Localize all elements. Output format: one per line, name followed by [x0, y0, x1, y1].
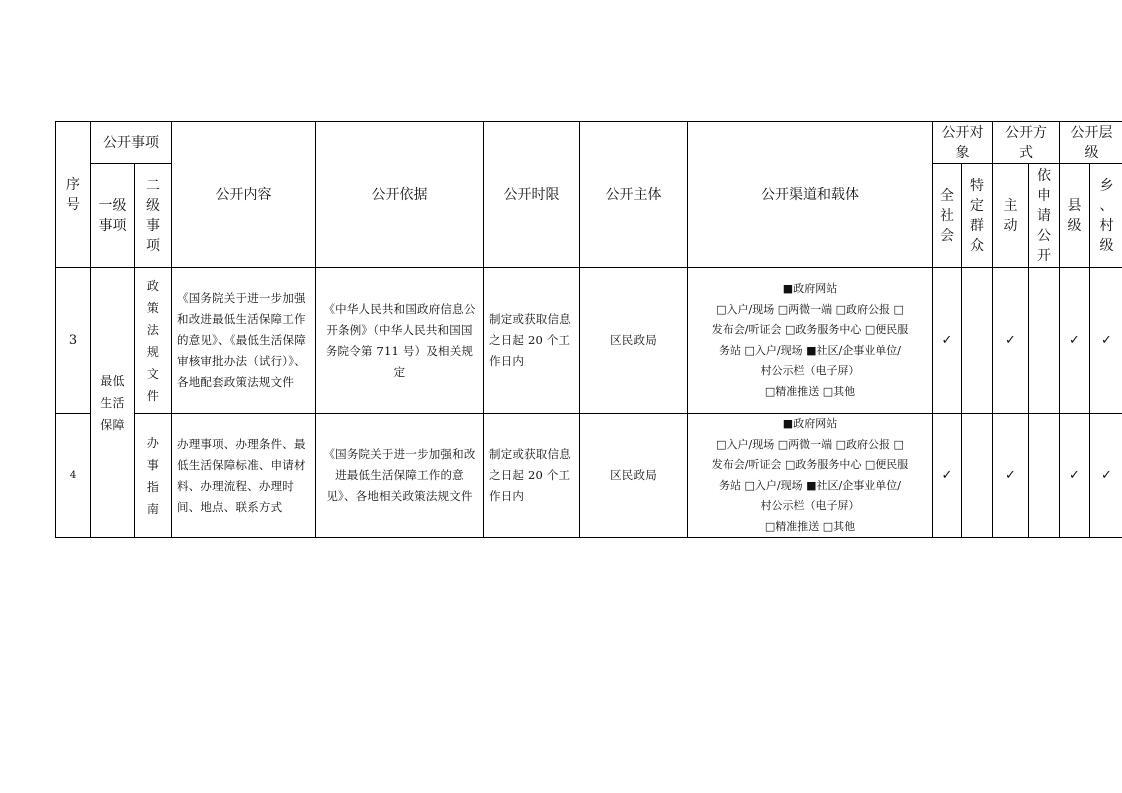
empty-cell	[1029, 268, 1060, 414]
empty-cell	[962, 414, 993, 538]
header-method-active: 主 动	[993, 164, 1029, 268]
table-row	[56, 414, 1122, 538]
check-mark: ✓	[1090, 414, 1122, 538]
header-method: 公开方 式	[993, 122, 1060, 164]
time-limit-cell: 制定或获取信息之日起 20 个工作日内	[484, 414, 580, 538]
check-mark: ✓	[993, 268, 1029, 414]
empty-cell	[1029, 414, 1060, 538]
header-target: 公开对 象	[933, 122, 993, 164]
header-level: 公开层 级	[1060, 122, 1122, 164]
empty-cell	[962, 268, 993, 414]
header-time-limit: 公开时限	[484, 122, 580, 268]
row-number: 3	[56, 268, 91, 414]
channel-cell: ■政府网站 □入户/现场 □两微一端 □政府公报 □ 发布会/听证会 □政务服务中心 □便民服 务站 □入户/现场 ■社区/企事业单位/ 村公示栏（电子屏） □精准推送 □其他	[688, 414, 933, 538]
header-method-apply: 依 申 请 公 开	[1029, 164, 1060, 268]
header-target-all: 全 社 会	[933, 164, 962, 268]
check-mark: ✓	[933, 268, 962, 414]
check-mark: ✓	[933, 414, 962, 538]
subject-cell: 区民政局	[580, 414, 688, 538]
header-level1: 一级 事项	[91, 164, 135, 268]
content-cell: 办理事项、办理条件、最低生活保障标准、申请材料、办理流程、办理时间、地点、联系方式	[172, 414, 316, 538]
header-level2: 二 级 事 项	[135, 164, 172, 268]
sub-item: 政 策 法 规 文 件	[135, 268, 172, 414]
group-name: 最低 生活 保障	[91, 268, 135, 538]
header-gongkaishixiang: 公开事项	[91, 122, 172, 164]
channel-cell: ■政府网站 □入户/现场 □两微一端 □政府公报 □ 发布会/听证会 □政务服务中心 □便民服 务站 □入户/现场 ■社区/企事业单位/ 村公示栏（电子屏） □精准推送 □其他	[688, 268, 933, 414]
basis-cell: 《国务院关于进一步加强和改进最低生活保障工作的意见》、各地相关政策法规文件	[316, 414, 484, 538]
disclosure-table	[55, 121, 1122, 538]
sub-item: 办 事 指 南	[135, 414, 172, 538]
content-cell: 《国务院关于进一步加强和改进最低生活保障工作的意见》、《最低生活保障审核审批办法（试行）》、各地配套政策法规文件	[172, 268, 316, 414]
header-basis: 公开依据	[316, 122, 484, 268]
check-mark: ✓	[993, 414, 1029, 538]
header-subject: 公开主体	[580, 122, 688, 268]
header-target-specific: 特 定 群 众	[962, 164, 993, 268]
check-mark: ✓	[1060, 414, 1090, 538]
check-mark: ✓	[1090, 268, 1122, 414]
header-level-county: 县 级	[1060, 164, 1090, 268]
check-mark: ✓	[1060, 268, 1090, 414]
row-number: 4	[56, 414, 91, 538]
table-row	[56, 268, 1122, 414]
time-limit-cell: 制定或获取信息之日起 20 个工作日内	[484, 268, 580, 414]
header-level-village: 乡 、 村 级	[1090, 164, 1122, 268]
header-channel: 公开渠道和载体	[688, 122, 933, 268]
subject-cell: 区民政局	[580, 268, 688, 414]
header-seq: 序 号	[56, 122, 91, 268]
basis-cell: 《中华人民共和国政府信息公开条例》（中华人民共和国国务院令第 711 号）及相关规定	[316, 268, 484, 414]
header-content: 公开内容	[172, 122, 316, 268]
